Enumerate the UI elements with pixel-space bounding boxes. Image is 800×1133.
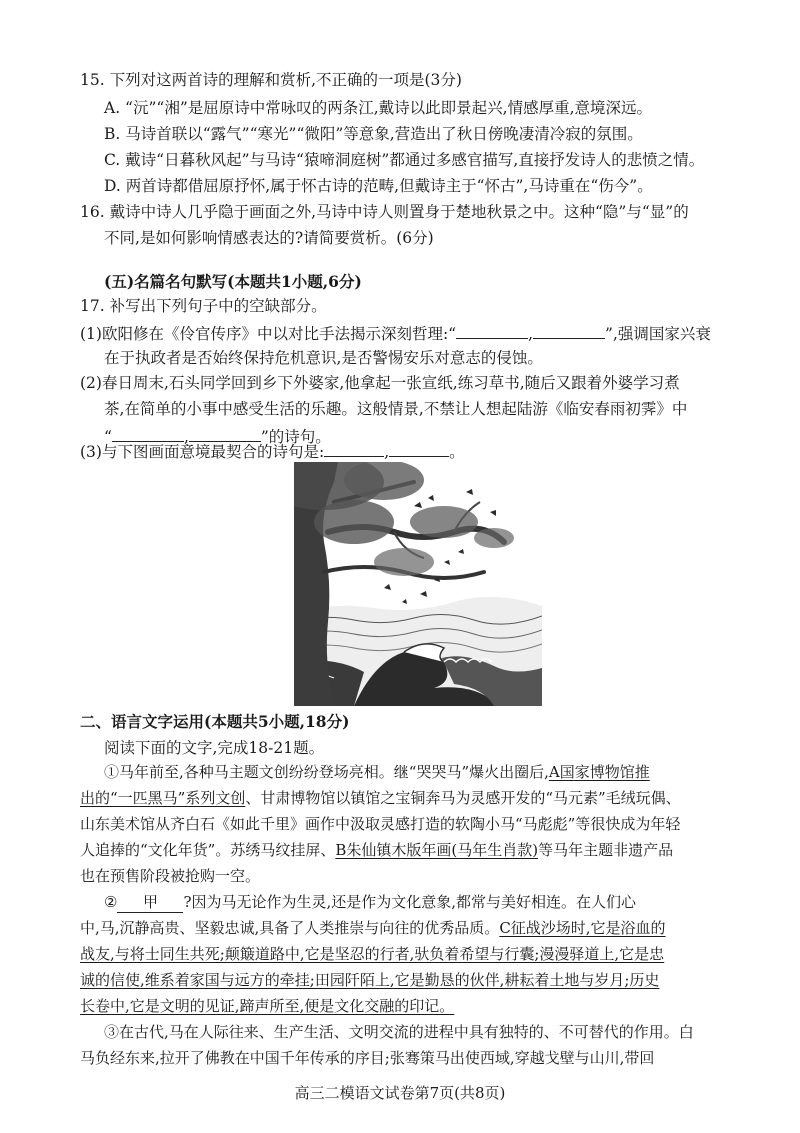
q17-part2-line2: 茶,在简单的小事中感受生活的乐趣。这般情景,不禁让人想起陆游《临安春雨初霁》中 [104, 400, 688, 418]
q17-part1-text-b: ”,强调国家兴衰 [605, 325, 711, 343]
para2-text-a: ② [104, 893, 118, 911]
part2-intro: 阅读下面的文字,完成18-21题。 [104, 739, 325, 757]
q17-part1-blank-1[interactable] [456, 322, 528, 339]
para2-blank-jia[interactable]: 甲 [117, 892, 183, 913]
para1-line2 [80, 788, 681, 808]
q17-part3-line [80, 440, 465, 462]
q17-part3-end: 。 [449, 443, 465, 461]
para2-line5: 长卷中,它是文明的见证,蹄声所至,便是文化交融的印记。 [80, 997, 455, 1015]
q17-part1-line1 [80, 322, 711, 344]
q17-part3-blank-1[interactable] [324, 440, 384, 457]
q17-part1-blank-2[interactable] [533, 322, 605, 339]
q15-option-c: C. 戴诗“日暮秋风起”与马诗“猿啼洞庭树”都通过多感官描写,直接抒发诗人的悲愤之情。 [104, 151, 705, 169]
para2-line3: 战友,与将士同生共死;颠簸道路中,它是坚忍的行者,驮负着希望与行囊;漫漫驿道上,它是忠 [80, 945, 665, 963]
para1-text-b: 、甘肃博物馆以镇馆之宝铜奔马为灵感开发的“马元素”毛绒玩偶、 [245, 789, 681, 807]
para1-line3: 山东美术馆从齐白石《如此千里》画作中汲取灵感打造的软陶小马“马彪彪”等很快成为年轻 [80, 815, 681, 833]
part2-title: 二、语言文字运用(本题共5小题,18分) [80, 712, 350, 731]
para2-line4: 诚的信使,维系着家国与远方的牵挂;田园阡陌上,它是勤恳的伙伴,耕耘着土地与岁月;历史 [80, 971, 660, 989]
para2-text-b: ?因为马无论作为生灵,还是作为文化意象,都常与美好相连。在人们心 [183, 893, 637, 911]
para1-text-d: 等马年主题非遗产品 [538, 841, 674, 859]
section5-title: (五)名篇名句默写(本题共1小题,6分) [104, 272, 362, 291]
para2-line1 [104, 892, 636, 913]
para3-line2: 马负经东来,拉开了佛教在中国千年传承的序目;张骞策马出使西域,穿越戈壁与山川,带回 [80, 1049, 655, 1067]
para2-underline-c: C征战沙场时,它是浴血的 [499, 919, 666, 937]
para1-underline-a-cont: 出的“一匹黑马”系列文创 [80, 789, 246, 807]
q17-part3-text: (3)与下图画面意境最契合的诗句是: [80, 443, 325, 461]
q17-part1-sep: , [528, 325, 534, 343]
q16-line1: 16. 戴诗中诗人几乎隐于画面之外,马诗中诗人则置身于楚地秋景之中。这种“隐”与“显”的 [80, 203, 689, 221]
q17-part1-text-a: (1)欧阳修在《伶官传序》中以对比手法揭示深刻哲理:“ [80, 325, 457, 343]
para1-line5: 也在预售阶段被抢购一空。 [80, 867, 261, 885]
q17-part3-sep: , [384, 443, 390, 461]
q17-part1-line2: 在于执政者是否始终保持危机意识,是否警惕安乐对意志的侵蚀。 [104, 349, 543, 367]
q16-line2: 不同,是如何影响情感表达的?请简要赏析。(6分) [104, 229, 434, 247]
q17-part3-blank-2[interactable] [389, 440, 449, 457]
para1-line4 [80, 840, 673, 860]
q17-part2-text-b: ”的诗句。 [260, 428, 331, 446]
q17-stem: 17. 补写出下列句子中的空缺部分。 [80, 297, 327, 315]
para1-underline-a: A国家博物馆推 [548, 763, 650, 781]
page-footer: 高三二模语文试卷第7页(共8页) [294, 1084, 506, 1102]
q17-part2-line1: (2)春日周末,石头同学回到乡下外婆家,他拿起一张宣纸,练习草书,随后又跟着外婆学习煮 [80, 374, 680, 392]
para1-text-a: ①马年前至,各种马主题文创纷纷登场亮相。继“哭哭马”爆火出圈后, [104, 763, 549, 781]
q15-option-b: B. 马诗首联以“露气”“寒光”“微阳”等意象,营造出了秋日傍晚凄清冷寂的氛围。 [104, 125, 643, 143]
q15-stem: 15. 下列对这两首诗的理解和赏析,不正确的一项是(3分) [80, 71, 462, 89]
para1-underline-b: B朱仙镇木版年画(马年生肖款) [335, 841, 539, 859]
para2-text-c: 中,马,沉静高贵、坚毅忠诚,具备了人类推崇与向往的优秀品质。 [80, 919, 500, 937]
q15-option-d: D. 两首诗都借屈原抒怀,属于怀古诗的范畴,但戴诗主于“怀古”,马诗重在“伤今”。 [104, 177, 653, 195]
ink-painting-tree-waves-icon [294, 462, 542, 706]
para3-line1: ③在古代,马在人际往来、生产生活、文明交流的进程中具有独特的、不可替代的作用。白 [104, 1023, 694, 1041]
q17-part2-text-a: “ [104, 428, 112, 446]
para1-line1 [104, 762, 650, 782]
q15-option-a: A. “沅”“湘”是屈原诗中常咏叹的两条江,戴诗以此即景起兴,情感厚重,意境深远。 [104, 99, 653, 117]
waves-icon [294, 597, 542, 706]
q17-part2-sep: , [183, 428, 189, 446]
para2-line2 [80, 918, 666, 938]
para1-text-c: 人追捧的“文化年货”。苏绣马纹挂屏、 [80, 841, 336, 859]
